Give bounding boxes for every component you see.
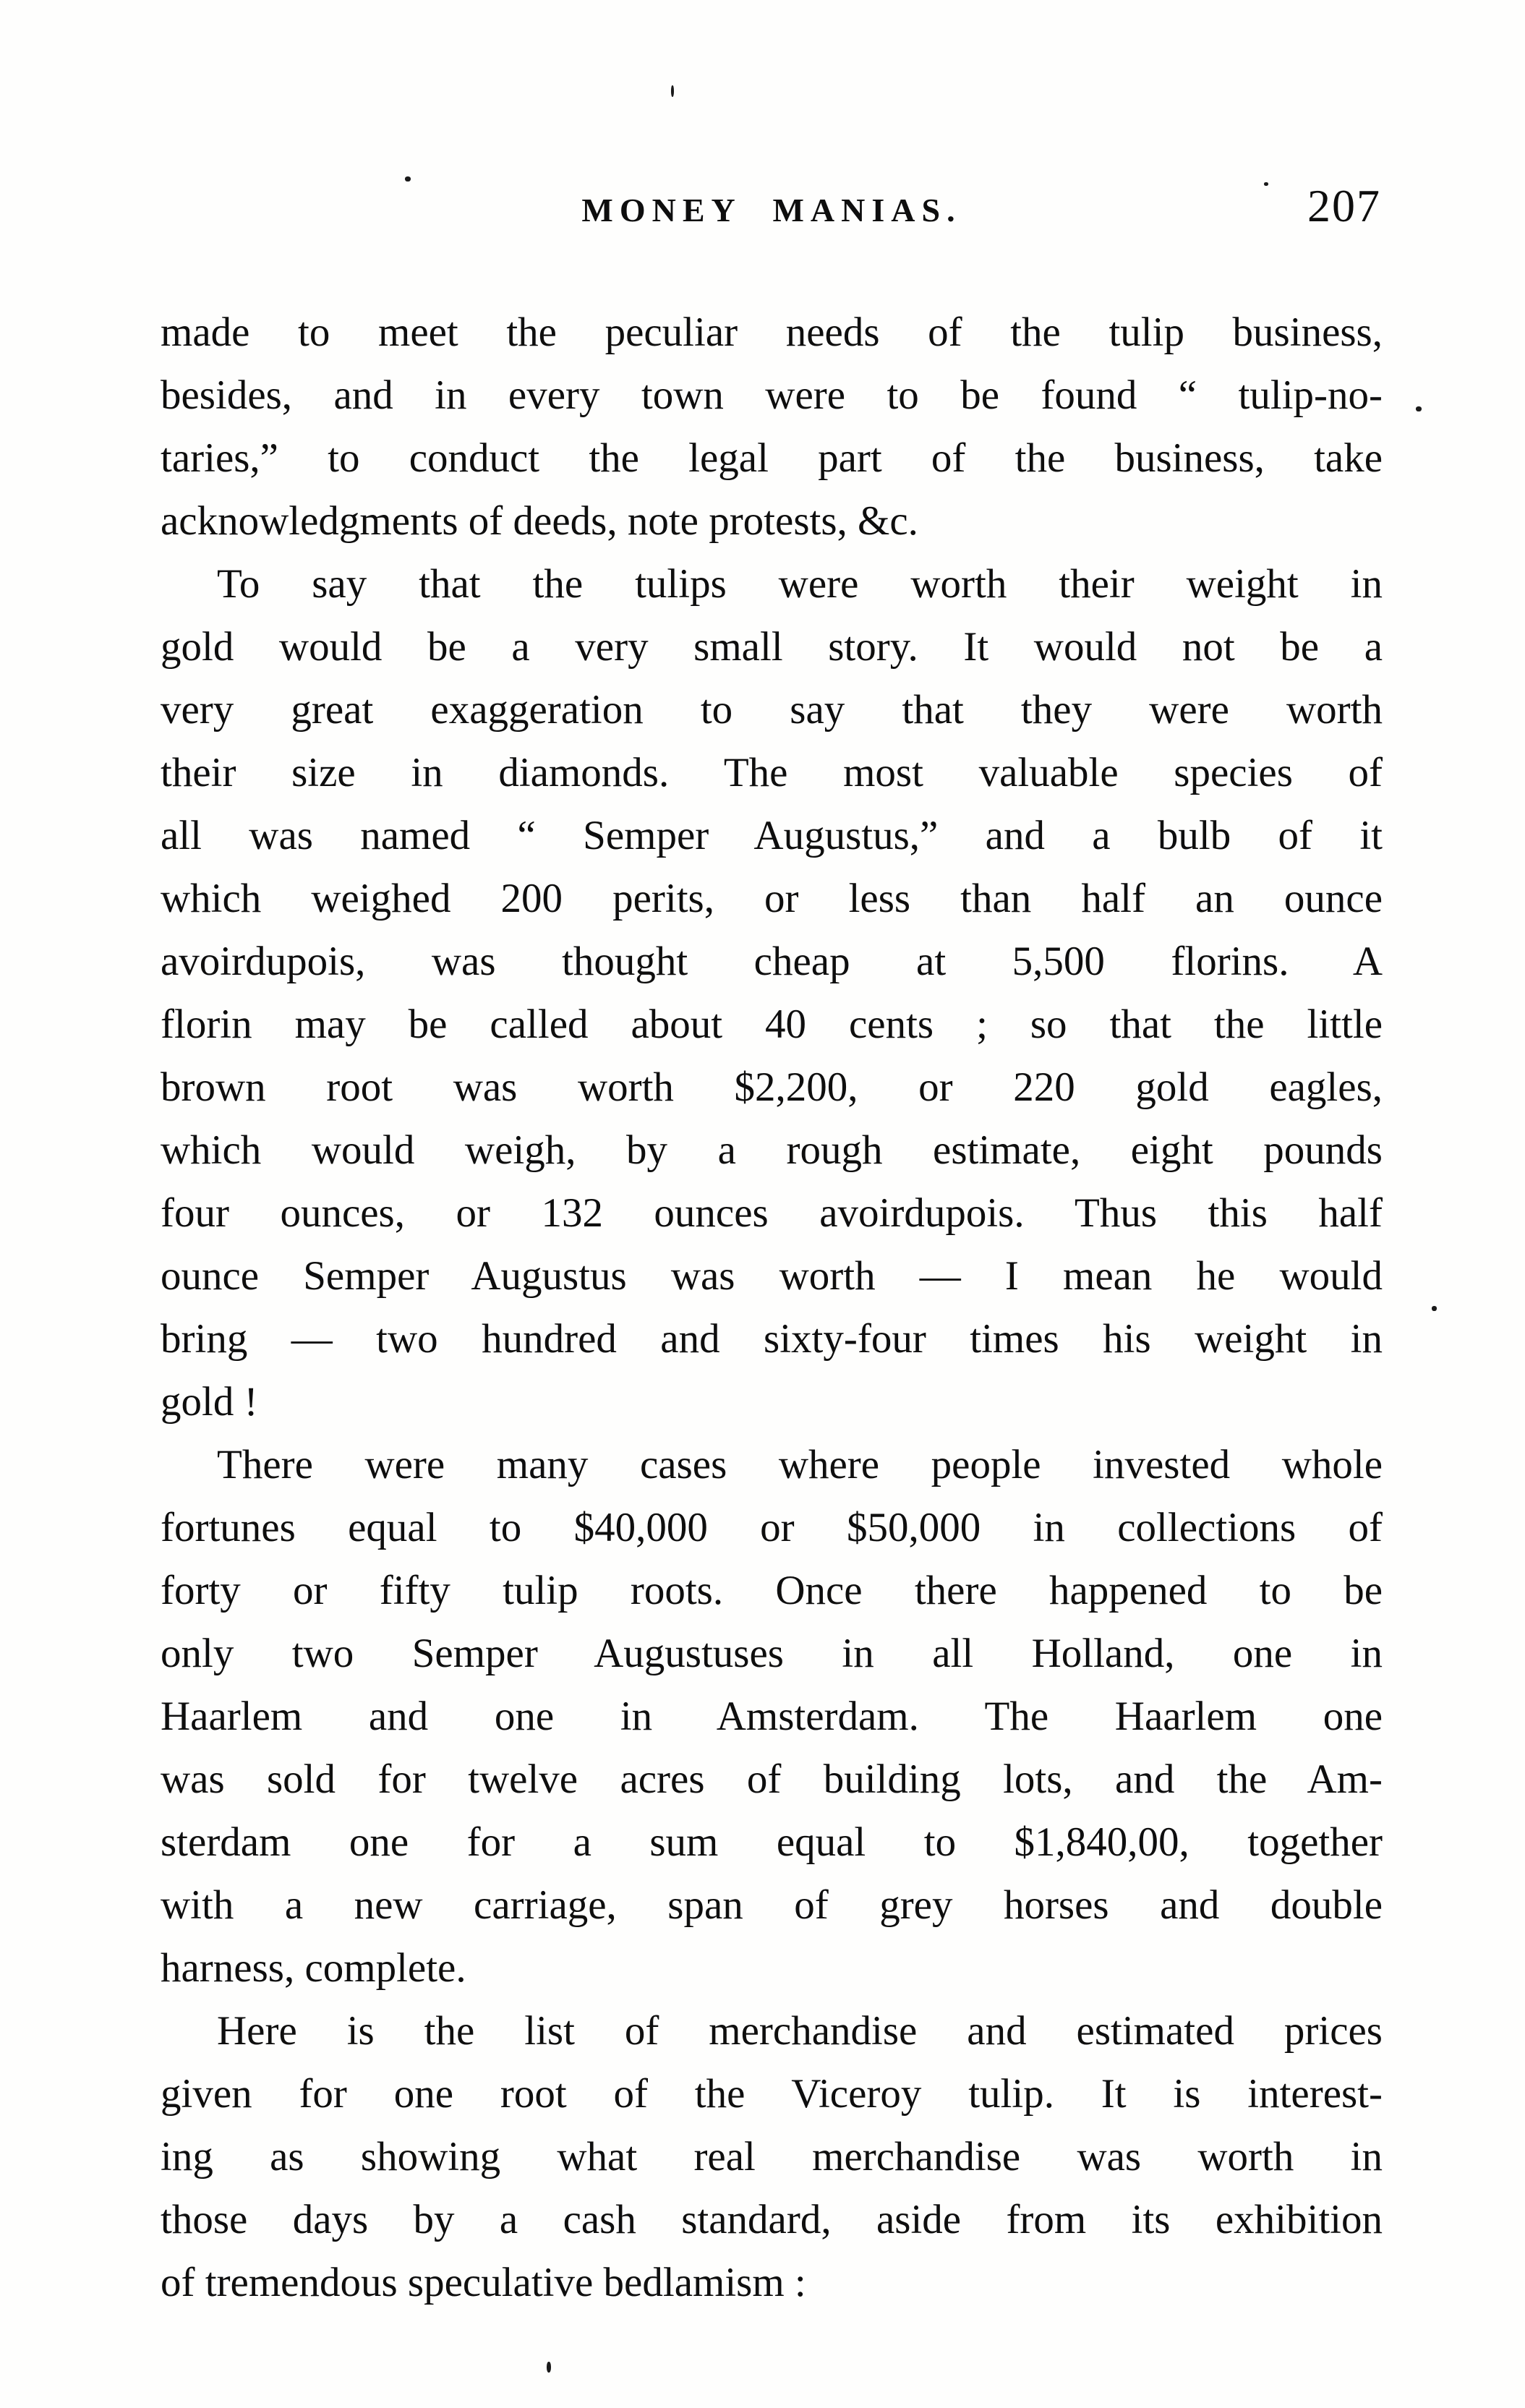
scan-speck	[405, 176, 411, 182]
paragraph	[161, 1433, 1383, 1999]
paragraph	[161, 552, 1383, 1433]
text-line: florin may be called about 40 cents ; so that the little	[161, 1002, 1383, 1047]
text-line: taries,” to conduct the legal part of the business, take	[161, 435, 1383, 481]
scan-speck	[1264, 182, 1268, 186]
running-head-title: MONEY MANIAS.	[581, 192, 962, 229]
text-line: bring — two hundred and sixty-four times his weight in	[161, 1316, 1383, 1362]
text-line: with a new carriage, span of grey horses and double	[161, 1882, 1383, 1928]
text-line: brown root was worth $2,200, or 220 gold eagles,	[161, 1064, 1383, 1110]
text-line: There were many cases where people invested whole	[217, 1442, 1383, 1487]
scan-speck	[671, 85, 674, 97]
text-line: their size in diamonds. The most valuable species of	[161, 750, 1383, 795]
text-line: besides, and in every town were to be found “ tulip-no-	[161, 372, 1383, 418]
text-line: gold would be a very small story. It would not be a	[161, 624, 1383, 670]
text-line: ounce Semper Augustus was worth — I mean he would	[161, 1253, 1383, 1299]
paragraph	[161, 1999, 1383, 2314]
text-line: all was named “ Semper Augustus,” and a bulb of it	[161, 813, 1383, 858]
text-line: avoirdupois, was thought cheap at 5,500 florins. A	[161, 939, 1383, 984]
text-line: of tremendous speculative bedlamism :	[161, 2260, 806, 2305]
text-line: which would weigh, by a rough estimate, eight pounds	[161, 1127, 1383, 1173]
text-line: fortunes equal to $40,000 or $50,000 in collections of	[161, 1505, 1383, 1550]
running-header	[161, 179, 1383, 244]
body-text	[161, 301, 1383, 2314]
text-line: harness, complete.	[161, 1945, 466, 1991]
text-line: ing as showing what real merchandise was worth in	[161, 2134, 1383, 2179]
text-line: acknowledgments of deeds, note protests, &c.	[161, 498, 918, 544]
text-line: four ounces, or 132 ounces avoirdupois. Thus this half	[161, 1190, 1383, 1236]
page-number: 207	[1307, 180, 1381, 231]
text-line: Here is the list of merchandise and estimated prices	[217, 2008, 1383, 2054]
text-line: Haarlem and one in Amsterdam. The Haarlem one	[161, 1694, 1383, 1739]
scan-speck	[547, 2362, 551, 2373]
text-line: which weighed 200 perits, or less than half an ounce	[161, 876, 1383, 921]
text-line: gold !	[161, 1379, 258, 1425]
paragraph	[161, 301, 1383, 552]
text-line: sterdam one for a sum equal to $1,840,00, together	[161, 1819, 1383, 1865]
text-line: very great exaggeration to say that they were worth	[161, 687, 1383, 733]
text-line: forty or fifty tulip roots. Once there happened to be	[161, 1568, 1383, 1613]
scan-speck	[1416, 406, 1422, 411]
text-line: was sold for twelve acres of building lots, and the Am-	[161, 1756, 1383, 1802]
text-line: made to meet the peculiar needs of the tulip business,	[161, 309, 1383, 355]
text-line: To say that the tulips were worth their weight in	[217, 561, 1383, 607]
text-line: those days by a cash standard, aside from its exhibition	[161, 2197, 1383, 2242]
text-line: only two Semper Augustuses in all Holland, one in	[161, 1631, 1383, 1676]
text-line: given for one root of the Viceroy tulip. It is interest-	[161, 2071, 1383, 2117]
scan-speck	[1432, 1306, 1437, 1311]
